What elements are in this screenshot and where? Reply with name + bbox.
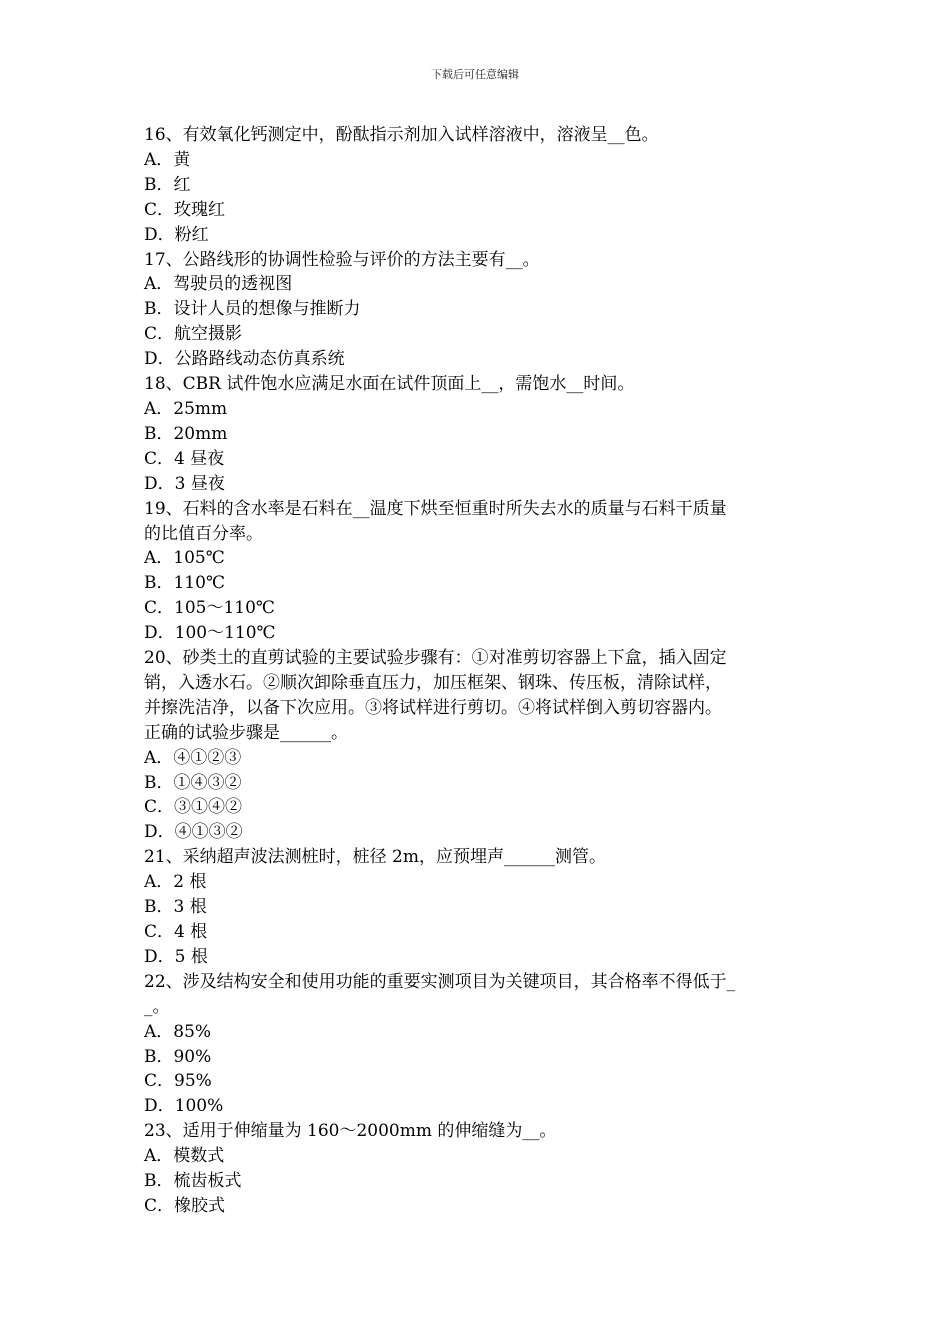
text-line: 16、有效氧化钙测定中，酚酞指示剂加入试样溶液中，溶液呈__色。: [144, 125, 659, 145]
text-line: B．3 根: [144, 897, 207, 918]
text-line: C．橡胶式: [144, 1195, 226, 1216]
text-line: A．黄: [144, 149, 191, 170]
text-line: C．③①④②: [144, 797, 243, 818]
text-line: 并擦洗洁净，以备下次应用。③将试样进行剪切。④将试样倒入剪切容器内。: [144, 697, 722, 718]
text-line: C．4 昼夜: [144, 448, 225, 469]
text-line: 17、公路线形的协调性检验与评价的方法主要有__。: [144, 249, 540, 270]
text-line: B．红: [144, 174, 191, 195]
text-line: D．5 根: [144, 946, 208, 967]
text-line: 20、砂类土的直剪试验的主要试验步骤有：①对准剪切容器上下盒，插入固定: [144, 648, 727, 669]
text-line: C．航空摄影: [144, 324, 243, 345]
text-line: 19、石料的含水率是石料在__温度下烘至恒重时所失去水的质量与石料干质量: [144, 498, 727, 519]
text-line: A．85%: [144, 1021, 212, 1042]
text-line: B．①④③②: [144, 772, 242, 793]
text-line: A．25mm: [144, 398, 228, 419]
text-line: D．100～110℃: [144, 623, 276, 644]
text-line: 21、采纳超声波法测桩时，桩径 2m，应预埋声______测管。: [144, 847, 606, 868]
header-note: 下载后可任意编辑: [431, 68, 519, 81]
text-line: B．梳齿板式: [144, 1171, 242, 1192]
text-line: A．105℃: [144, 548, 225, 569]
text-line: A．模数式: [144, 1146, 225, 1167]
text-line: 18、CBR 试件饱水应满足水面在试件顶面上__，需饱水__时间。: [144, 374, 635, 395]
text-line: C．4 根: [144, 922, 208, 942]
text-line: A．2 根: [144, 872, 207, 893]
text-line: B．90%: [144, 1046, 212, 1067]
text-line: 23、适用于伸缩量为 160～2000mm 的伸缩缝为__。: [144, 1121, 557, 1142]
text-line: D．3 昼夜: [144, 473, 225, 494]
text-line: _。: [144, 996, 170, 1017]
text-line: D．粉红: [144, 224, 209, 245]
text-line: 的比值百分率。: [144, 523, 263, 544]
question-list: [144, 123, 812, 1219]
text-line: C．玫瑰红: [144, 199, 226, 220]
text-line: C．95%: [144, 1071, 212, 1092]
text-line: D．100%: [144, 1096, 224, 1117]
text-line: B．110℃: [144, 573, 225, 594]
text-line: 销，入透水石。②顺次卸除垂直压力，加压框架、钢珠、传压板，清除试样，: [144, 672, 722, 693]
text-line: C．105～110℃: [144, 598, 275, 619]
text-line: 22、涉及结构安全和使用功能的重要实测项目为关键项目，其合格率不得低于_: [144, 971, 736, 992]
text-line: 正确的试验步骤是______。: [144, 722, 348, 743]
text-line: A．④①②③: [144, 747, 242, 768]
text-line: D．公路路线动态仿真系统: [144, 349, 345, 370]
text-line: B．设计人员的想像与推断力: [144, 299, 361, 320]
text-line: A．驾驶员的透视图: [144, 274, 293, 295]
text-line: B．20mm: [144, 423, 228, 444]
text-line: D．④①③②: [144, 822, 243, 843]
